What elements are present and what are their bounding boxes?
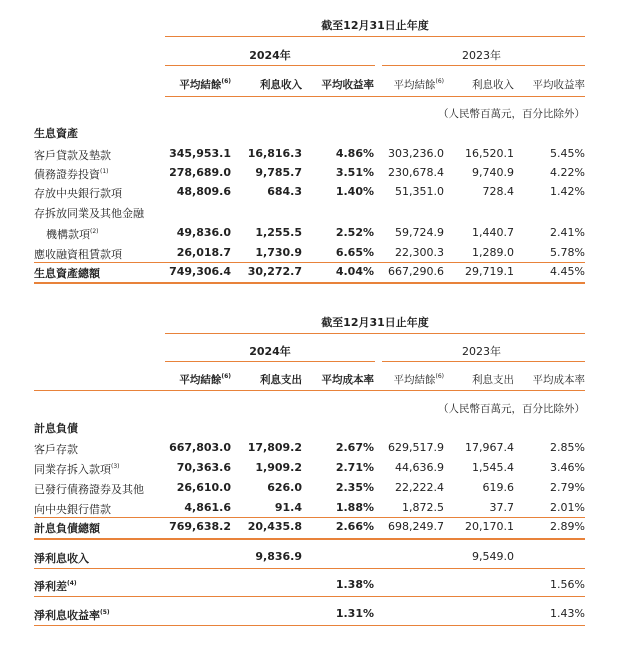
- cell: 2.89%: [550, 520, 585, 533]
- row-label: 同業存拆入款項$^{(3)}$: [34, 463, 120, 476]
- divider: [382, 361, 585, 362]
- table1-year-2023: 2023年: [462, 49, 501, 62]
- cell: 91.4: [274, 501, 302, 514]
- col-header: 利息支出: [260, 374, 302, 386]
- col-header: 平均結餘$^{(6)}$: [179, 78, 231, 91]
- cell: 17,809.2: [247, 441, 302, 454]
- cell: 769,638.2: [169, 520, 231, 533]
- col-header: 平均成本率: [321, 374, 374, 386]
- cell: 29,719.1: [465, 265, 514, 278]
- cell: 26,610.0: [176, 481, 231, 494]
- cell: 37.7: [489, 501, 514, 514]
- cell: 26,018.7: [176, 246, 231, 259]
- cell: 1.40%: [335, 185, 374, 198]
- col-header: 平均結餘$^{(6)}$: [179, 373, 231, 386]
- cell: 230,678.4: [388, 166, 444, 179]
- cell: 6.65%: [335, 246, 374, 259]
- cell: 1,909.2: [255, 461, 302, 474]
- divider: [34, 596, 585, 597]
- cell: 728.4: [482, 185, 514, 198]
- cell: 4,861.6: [184, 501, 231, 514]
- row-label: 客戶存款: [34, 443, 78, 456]
- cell: 2.66%: [335, 520, 374, 533]
- row-label: 存放中央銀行款項: [34, 187, 122, 200]
- section-label: 生息資產: [34, 127, 78, 140]
- col-header: 平均收益率: [321, 79, 374, 91]
- divider: [34, 625, 585, 626]
- cell: 2.71%: [335, 461, 374, 474]
- row-label: 淨利息收益率$^{(5)}$: [34, 609, 110, 622]
- table1-period-title: 截至12月31日止年度: [321, 19, 429, 32]
- cell: 278,689.0: [169, 166, 231, 179]
- cell: 2.85%: [550, 441, 585, 454]
- cell: 48,809.6: [176, 185, 231, 198]
- cell: 4.86%: [335, 147, 374, 160]
- row-label-cont: 機構款項$^{(2)}$: [46, 228, 99, 241]
- divider: [165, 333, 585, 334]
- unit-note: （人民幣百萬元，百分比除外）: [438, 403, 585, 415]
- cell: 667,290.6: [388, 265, 444, 278]
- cell: 49,836.0: [176, 226, 231, 239]
- cell: 1,545.4: [472, 461, 514, 474]
- cell: 5.45%: [550, 147, 585, 160]
- row-label: 存拆放同業及其他金融: [34, 207, 144, 220]
- cell: 30,272.7: [247, 265, 302, 278]
- cell: 4.22%: [550, 166, 585, 179]
- cell: 2.01%: [550, 501, 585, 514]
- cell: 5.78%: [550, 246, 585, 259]
- cell: 1,289.0: [472, 246, 514, 259]
- row-label: 淨利息收入: [34, 552, 89, 565]
- row-label: 應收融資租賃款項: [34, 248, 122, 261]
- row-label: 生息資產總額: [34, 267, 100, 280]
- row-label: 計息負債總額: [34, 522, 100, 535]
- cell: 4.04%: [335, 265, 374, 278]
- row-label: 債務證券投資$^{(1)}$: [34, 168, 109, 181]
- cell: 749,306.4: [169, 265, 231, 278]
- cell: 667,803.0: [169, 441, 231, 454]
- col-header: 利息收入: [260, 79, 302, 91]
- cell: 16,816.3: [247, 147, 302, 160]
- table2-period-title: 截至12月31日止年度: [321, 316, 429, 329]
- cell: 1.31%: [335, 607, 374, 620]
- col-header: 利息收入: [472, 79, 514, 91]
- cell: 619.6: [482, 481, 514, 494]
- cell: 684.3: [267, 185, 302, 198]
- cell: 1,255.5: [255, 226, 302, 239]
- cell: 2.41%: [550, 226, 585, 239]
- divider: [34, 390, 585, 391]
- cell: 17,967.4: [465, 441, 514, 454]
- cell: 59,724.9: [395, 226, 444, 239]
- col-header: 平均結餘$^{(6)}$: [393, 373, 444, 386]
- col-header: 平均成本率: [532, 374, 585, 386]
- cell: 1.38%: [335, 578, 374, 591]
- cell: 2.67%: [335, 441, 374, 454]
- cell: 22,300.3: [395, 246, 444, 259]
- cell: 9,740.9: [472, 166, 514, 179]
- divider: [34, 262, 585, 263]
- cell: 22,222.4: [395, 481, 444, 494]
- cell: 345,953.1: [169, 147, 231, 160]
- cell: 9,836.9: [255, 550, 302, 563]
- cell: 44,636.9: [395, 461, 444, 474]
- row-label: 客戶貸款及墊款: [34, 149, 111, 162]
- divider: [34, 517, 585, 518]
- cell: 3.46%: [550, 461, 585, 474]
- cell: 698,249.7: [388, 520, 444, 533]
- row-label: 淨利差$^{(4)}$: [34, 580, 77, 593]
- cell: 9,785.7: [255, 166, 302, 179]
- table2-year-2024: 2024年: [249, 345, 291, 358]
- cell: 20,435.8: [247, 520, 302, 533]
- cell: 1.88%: [335, 501, 374, 514]
- cell: 1.56%: [550, 578, 585, 591]
- divider: [382, 65, 585, 66]
- cell: 9,549.0: [472, 550, 514, 563]
- cell: 1,872.5: [402, 501, 444, 514]
- row-label: 已發行債務證券及其他: [34, 483, 144, 496]
- cell: 51,351.0: [395, 185, 444, 198]
- divider: [34, 538, 585, 540]
- cell: 1,730.9: [255, 246, 302, 259]
- cell: 2.52%: [335, 226, 374, 239]
- cell: 3.51%: [335, 166, 374, 179]
- divider: [165, 96, 585, 97]
- section-label: 計息負債: [34, 422, 78, 435]
- cell: 4.45%: [550, 265, 585, 278]
- cell: 2.35%: [335, 481, 374, 494]
- col-header: 平均收益率: [532, 79, 585, 91]
- cell: 1.43%: [550, 607, 585, 620]
- divider: [34, 568, 585, 569]
- cell: 16,520.1: [465, 147, 514, 160]
- divider: [165, 65, 375, 66]
- cell: 303,236.0: [388, 147, 444, 160]
- cell: 1.42%: [550, 185, 585, 198]
- divider: [165, 361, 375, 362]
- col-header: 平均結餘$^{(6)}$: [393, 78, 444, 91]
- cell: 70,363.6: [176, 461, 231, 474]
- cell: 2.79%: [550, 481, 585, 494]
- cell: 1,440.7: [472, 226, 514, 239]
- unit-note: （人民幣百萬元，百分比除外）: [438, 108, 585, 120]
- divider: [34, 282, 585, 284]
- col-header: 利息支出: [472, 374, 514, 386]
- row-label: 向中央銀行借款: [34, 503, 111, 516]
- table2-year-2023: 2023年: [462, 345, 501, 358]
- cell: 626.0: [267, 481, 302, 494]
- divider: [165, 36, 585, 37]
- cell: 629,517.9: [388, 441, 444, 454]
- table1-year-2024: 2024年: [249, 49, 291, 62]
- cell: 20,170.1: [465, 520, 514, 533]
